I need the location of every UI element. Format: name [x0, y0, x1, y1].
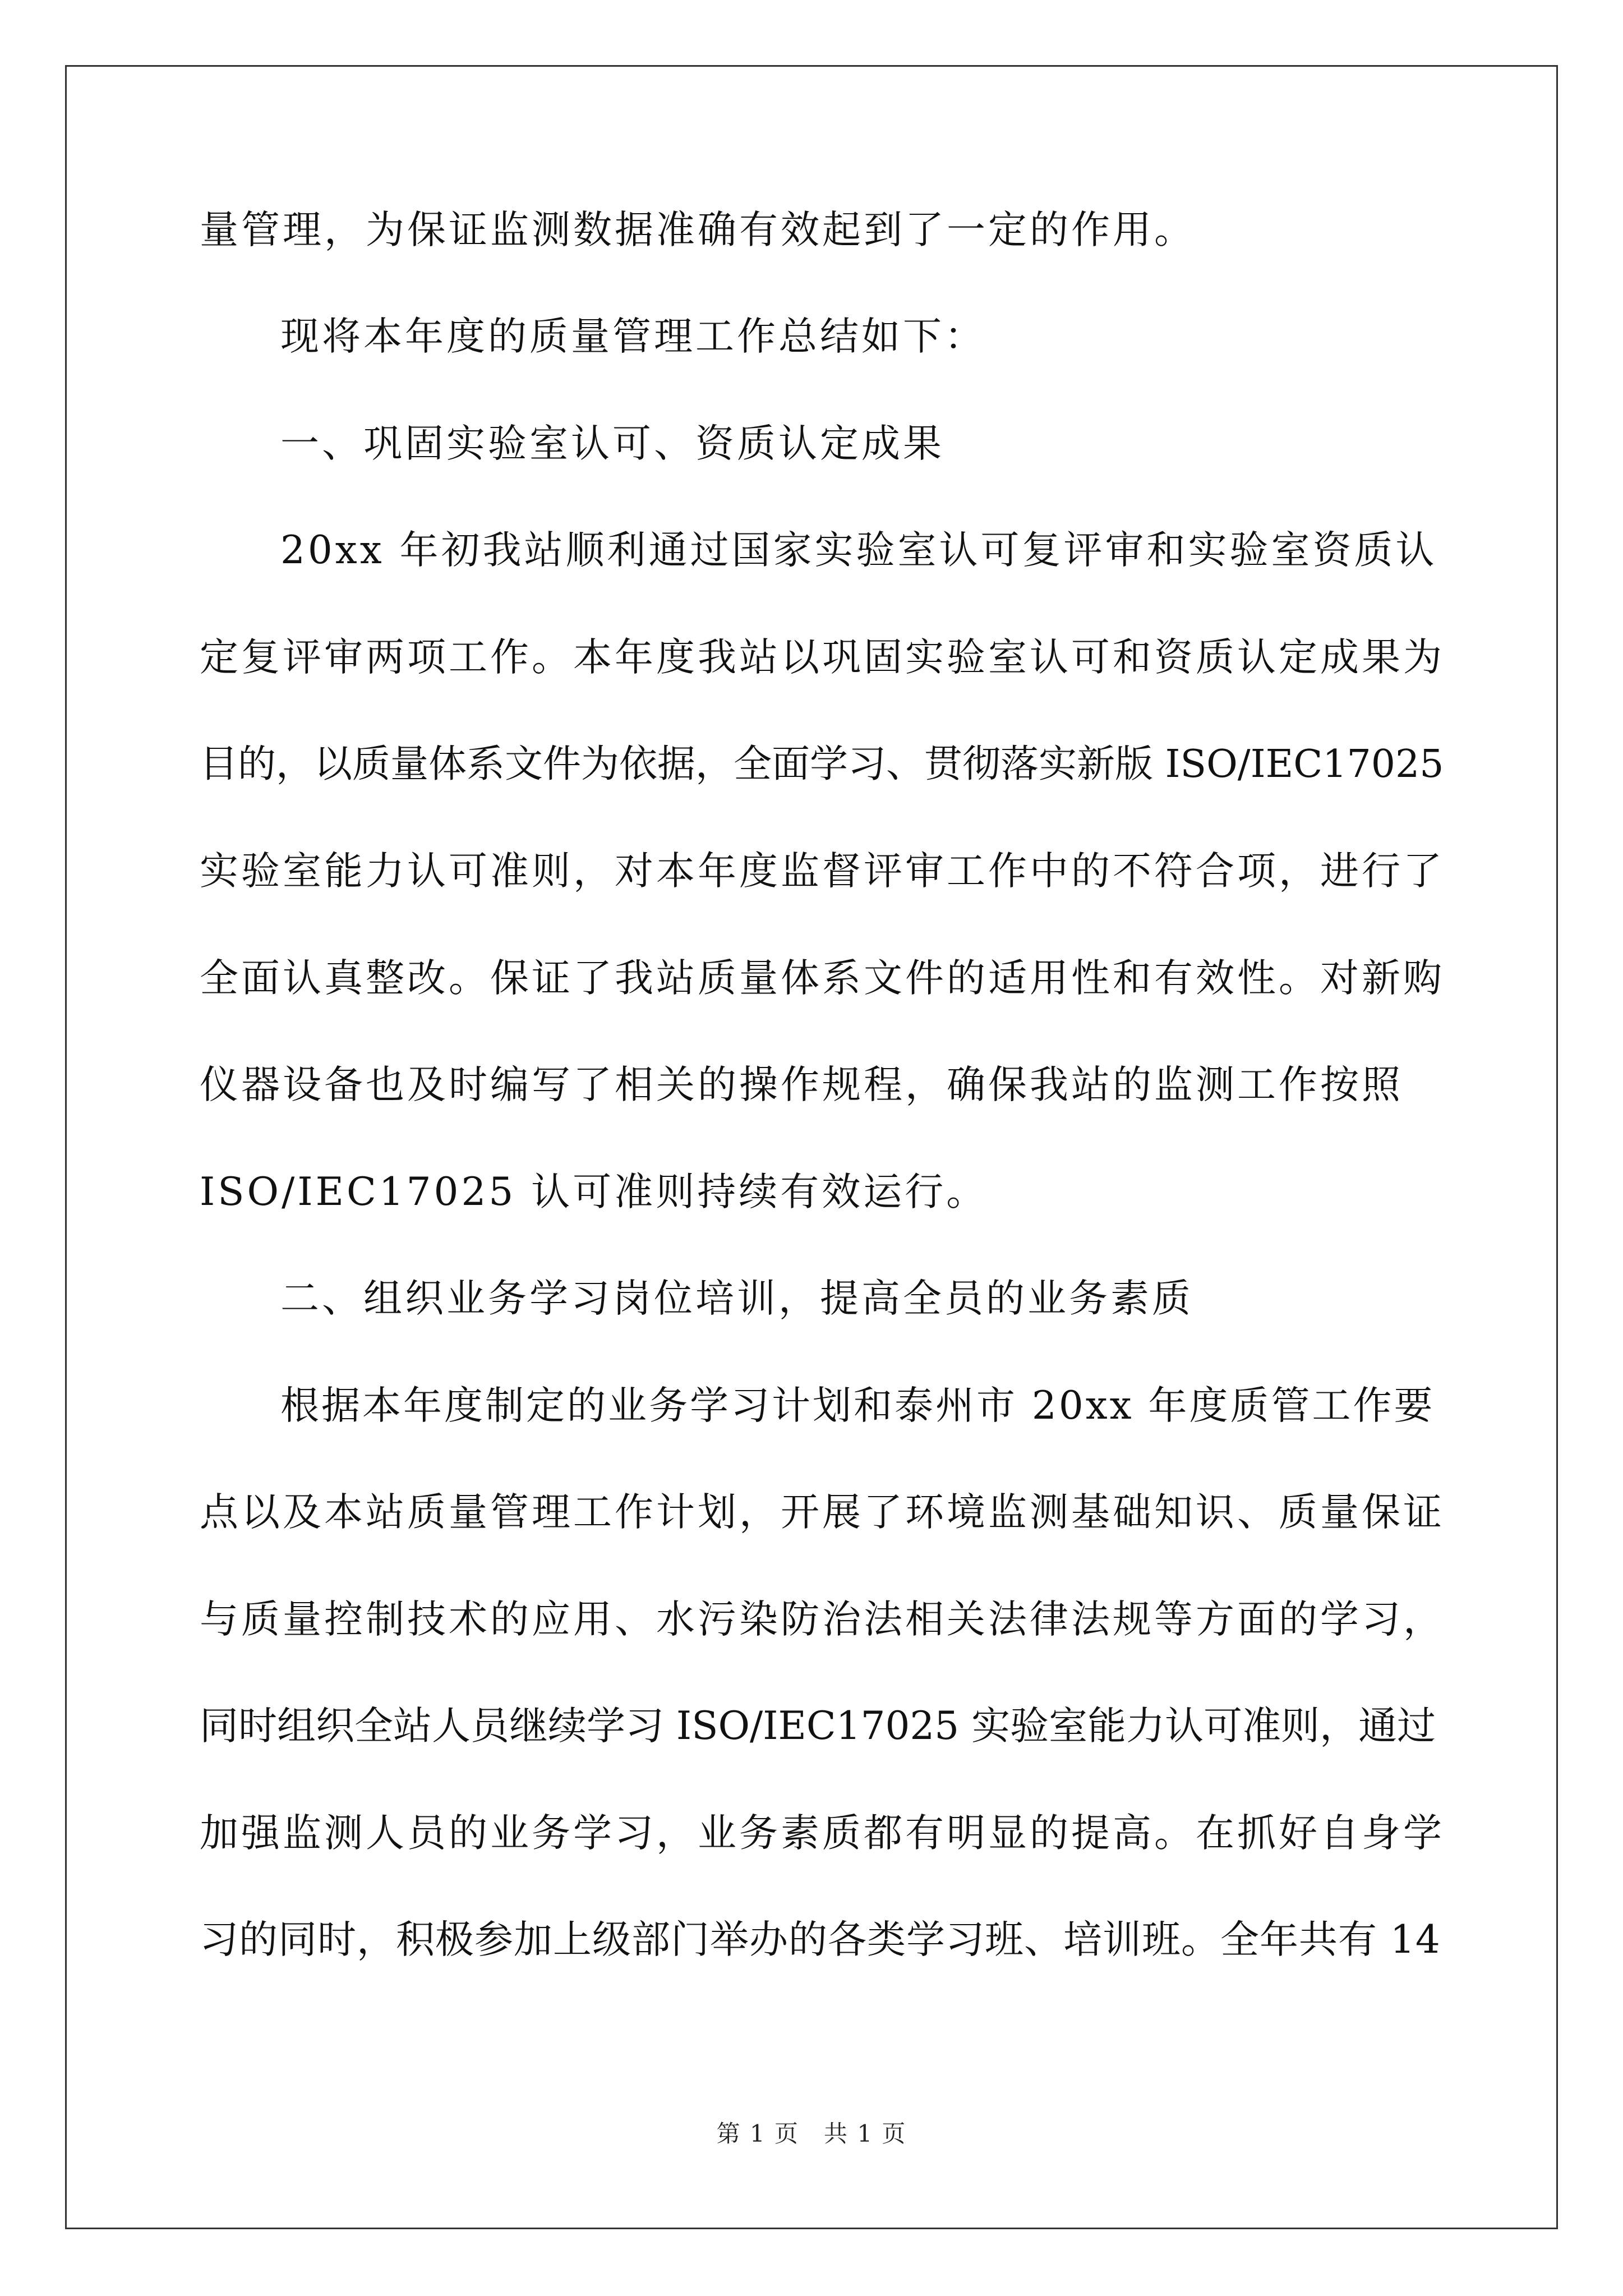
page-border: [65, 65, 1558, 2229]
text-line: 加强监测人员的业务学习，业务素质都有明显的提高。在抓好自身学: [200, 1811, 1445, 1856]
text-line: 定复评审两项工作。本年度我站以巩固实验室认可和资质认定成果为: [200, 635, 1445, 680]
text-line: 根据本年度制定的业务学习计划和泰州市 20xx 年度质管工作要: [280, 1383, 1435, 1428]
page-footer: 第 1 页 共 1 页: [716, 2120, 907, 2147]
text-line: 目的，以质量体系文件为依据，全面学习、贯彻落实新版 ISO/IEC17025: [200, 742, 1444, 786]
text-line: 实验室能力认可准则，对本年度监督评审工作中的不符合项，进行了: [200, 849, 1445, 894]
text-line: 与质量控制技术的应用、水污染防治法相关法律法规等方面的学习，: [200, 1597, 1445, 1642]
text-line: 现将本年度的质量管理工作总结如下：: [280, 314, 986, 359]
section-heading: 二、组织业务学习岗位培训，提高全员的业务素质: [280, 1276, 1193, 1321]
text-line: 习的同时，积极参加上级部门举办的各类学习班、培训班。全年共有 14: [200, 1917, 1441, 1962]
text-line: 同时组织全站人员继续学习 ISO/IEC17025 实验室能力认可准则，通过: [200, 1704, 1436, 1749]
text-line: 仪器设备也及时编写了相关的操作规程，确保我站的监测工作按照: [200, 1062, 1403, 1107]
text-line: 点以及本站质量管理工作计划，开展了环境监测基础知识、质量保证: [200, 1490, 1445, 1535]
text-line: ISO/IEC17025 认可准则持续有效运行。: [200, 1170, 988, 1214]
text-line: 20xx 年初我站顺利通过国家实验室认可复评审和实验室资质认: [280, 528, 1437, 573]
section-heading: 一、巩固实验室认可、资质认定成果: [280, 421, 944, 466]
text-line: 量管理，为保证监测数据准确有效起到了一定的作用。: [200, 208, 1196, 252]
text-line: 全面认真整改。保证了我站质量体系文件的适用性和有效性。对新购: [200, 956, 1445, 1001]
